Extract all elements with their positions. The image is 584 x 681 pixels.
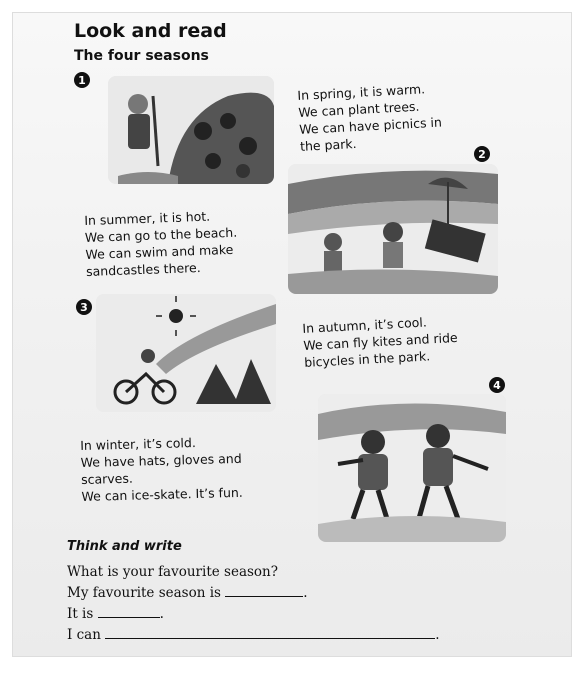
autumn-text <box>302 312 459 371</box>
favourite-season-prompt: My favourite season is <box>67 585 221 601</box>
i-can-prompt: I can <box>67 627 101 643</box>
textbook-page <box>12 12 572 657</box>
text-line: In spring, it is warm. <box>297 81 426 103</box>
section-number-3: 3 <box>76 299 92 315</box>
summer-illustration <box>288 164 498 294</box>
text-line: We can plant trees. <box>297 98 420 120</box>
it-is-line <box>67 605 164 622</box>
think-write-heading: Think and write <box>67 539 182 554</box>
section-number-1: 1 <box>74 72 90 88</box>
text-line: In winter, it’s cold. <box>80 434 197 453</box>
text-line: We can have picnics in <box>298 114 443 137</box>
text-line: We have hats, gloves and <box>80 450 242 470</box>
it-is-blank[interactable] <box>98 605 160 618</box>
winter-illustration <box>318 394 506 542</box>
it-is-prompt: It is <box>67 606 94 622</box>
think-write-question: What is your favourite season? <box>67 564 278 580</box>
text-line: sandcastles there. <box>85 259 201 279</box>
spring-illustration <box>108 76 274 184</box>
page-subtitle: The four seasons <box>74 48 209 64</box>
text-line: We can fly kites and ride <box>302 329 458 353</box>
line-end: . <box>159 606 164 622</box>
page-title: Look and read <box>74 20 227 42</box>
text-line: In summer, it is hot. <box>84 208 211 228</box>
favourite-season-line <box>67 584 308 601</box>
text-line: In autumn, it’s cool. <box>302 314 428 336</box>
line-end: . <box>303 585 308 601</box>
winter-text <box>80 433 243 505</box>
section-number-2: 2 <box>474 146 490 162</box>
summer-text <box>84 207 239 280</box>
line-end: . <box>435 627 440 643</box>
i-can-blank[interactable] <box>105 626 435 639</box>
spring-text <box>297 80 443 155</box>
text-line: bicycles in the park. <box>303 348 431 370</box>
autumn-illustration <box>96 294 276 412</box>
i-can-line <box>67 626 440 643</box>
favourite-season-blank[interactable] <box>225 584 303 597</box>
text-line: We can go to the beach. <box>84 224 238 245</box>
text-line: the park. <box>299 135 357 154</box>
text-line: We can swim and make <box>85 241 234 262</box>
section-number-4: 4 <box>489 377 505 393</box>
text-line: We can ice-skate. It’s fun. <box>81 484 243 504</box>
text-line: scarves. <box>80 470 134 487</box>
